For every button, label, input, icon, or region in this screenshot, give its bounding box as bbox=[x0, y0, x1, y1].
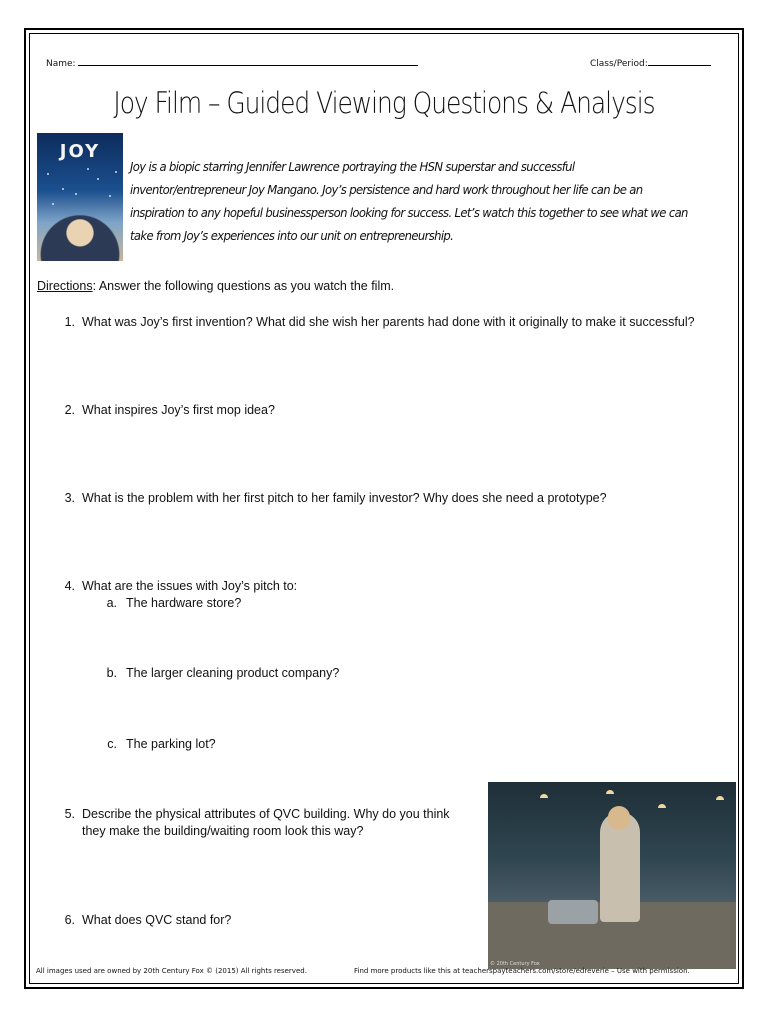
sub-question-letter: b. bbox=[106, 666, 117, 680]
movie-poster-image bbox=[37, 133, 123, 261]
question-number: 3. bbox=[64, 491, 75, 505]
directions bbox=[37, 279, 394, 293]
sub-question-letter: c. bbox=[107, 737, 117, 751]
poster-title: JOY bbox=[59, 141, 101, 162]
intro-paragraph: Joy is a biopic starring Jennifer Lawrence portraying the HSN superstar and successful inventor/entrepreneur Joy Mangano. Joy’s persistence and hard work throughout her life can be an inspiration to any hopeful businessperson looking for success. Let’s watch this together to see what we can take from Joy’s experiences into our unit on entrepreneurship. bbox=[130, 159, 688, 243]
directions-label: Directions bbox=[37, 279, 93, 293]
class-field bbox=[590, 56, 711, 69]
question-1 bbox=[0, 314, 768, 354]
question-3 bbox=[0, 490, 768, 510]
name-blank[interactable] bbox=[78, 56, 418, 66]
question-text: What was Joy’s first invention? What did she wish her parents had done with it originally to make it successful? bbox=[82, 315, 695, 329]
sub-question-a bbox=[0, 595, 768, 615]
photo-caption: © 20th Century Fox bbox=[490, 961, 540, 967]
question-text: What inspires Joy’s first mop idea? bbox=[82, 403, 275, 417]
question-number: 2. bbox=[64, 403, 75, 417]
directions-text: : Answer the following questions as you watch the film. bbox=[92, 279, 395, 293]
name-field bbox=[46, 56, 418, 69]
footer-copyright: All images used are owned by 20th Century Fox © (2015) All rights reserved. bbox=[36, 967, 307, 975]
factory-scene-image bbox=[488, 782, 736, 969]
question-number: 6. bbox=[64, 913, 75, 927]
question-text: Describe the physical attributes of QVC building. Why do you think they make the building/waiting room look this way? bbox=[82, 807, 450, 838]
footer-source: Find more products like this at teacherspayteachers.com/store/edreverie – Use with permission. bbox=[354, 967, 690, 975]
name-label: Name: bbox=[46, 59, 76, 69]
sub-question-c bbox=[0, 736, 768, 756]
question-2 bbox=[0, 402, 768, 422]
page-title: Joy Film – Guided Viewing Questions & Analysis bbox=[113, 86, 655, 120]
sub-question-text: The hardware store? bbox=[126, 596, 242, 610]
class-blank[interactable] bbox=[648, 56, 711, 66]
question-text: What are the issues with Joy’s pitch to: bbox=[82, 579, 298, 593]
sub-question-text: The parking lot? bbox=[126, 737, 216, 751]
question-number: 1. bbox=[64, 315, 75, 329]
sub-question-b bbox=[0, 665, 768, 685]
question-number: 5. bbox=[64, 807, 75, 821]
sub-question-text: The larger cleaning product company? bbox=[126, 666, 340, 680]
class-label: Class/Period: bbox=[590, 59, 648, 69]
sub-question-letter: a. bbox=[106, 596, 117, 610]
question-text: What does QVC stand for? bbox=[82, 913, 232, 927]
question-text: What is the problem with her first pitch to her family investor? Why does she need a prototype? bbox=[82, 491, 607, 505]
question-number: 4. bbox=[64, 579, 75, 593]
